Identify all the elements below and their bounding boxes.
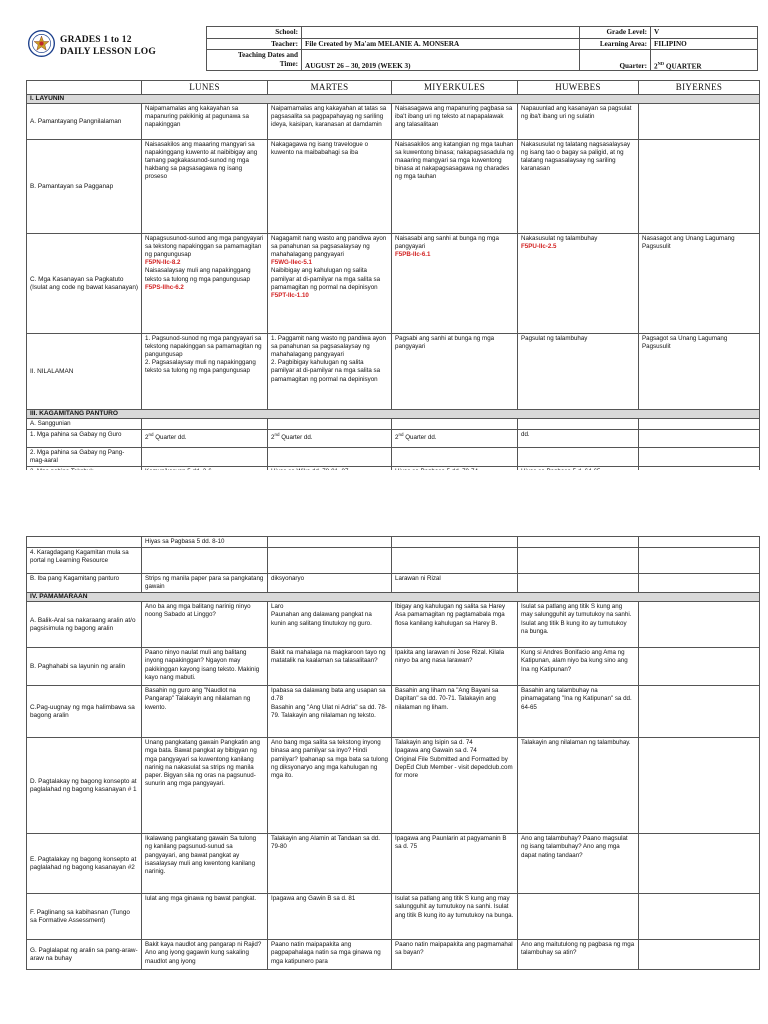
competency-text: Nagagamit nang wasto ang pandiwa ayon sa panahunan sa pagsasalaysay ng mahahalagang pangyayari xyxy=(271,235,387,259)
cell-lunes: Naipamamalas ang kakayahan sa mapanuring pakikinig at pagunawa sa napakinggan xyxy=(142,104,268,140)
cell-biyernes xyxy=(639,548,760,574)
teaching-dates-label-line1: Teaching Dates and xyxy=(237,51,298,59)
table-row xyxy=(27,738,760,834)
row-label-paghahabi: B. Paghahabi sa layunin ng aralin xyxy=(27,648,142,686)
competency-code: F5PT-IIc-1.10 xyxy=(271,291,309,299)
day-header-miyerkules: MIYERKULES xyxy=(392,81,518,95)
cell-martes xyxy=(268,537,392,548)
cell-miyerkules: Pagsabi ang sanhi at bunga ng mga pangyayari xyxy=(392,334,518,410)
table-row xyxy=(27,537,760,548)
cell-lunes: Unang pangkatang gawain Pangkatin ang mga bata. Bawat pangkat ay bibigyan ng mga pangyayari sa kuwentong kanilang narinig na nakasulat sa strips ng manila paper. Bigyan sila ng oras na pagsunud-sunurin ang mga pangyayari. xyxy=(142,738,268,834)
cell-miyerkules: Basahin ang liham na "Ang Bayani sa Dapitan" sa dd. 70-71. Talakayin ang nilalaman ng liham. xyxy=(392,686,518,738)
row-label-pag-uugnay: C.Pag-uugnay ng mga halimbawa sa bagong aralin xyxy=(27,686,142,738)
table-row xyxy=(27,602,760,648)
table-row xyxy=(27,940,760,970)
row-label-paglinang: F. Paglinang sa kabihasnan (Tungo sa Formative Assessment) xyxy=(27,894,142,940)
cell-biyernes xyxy=(639,686,760,738)
table-row xyxy=(27,894,760,940)
cell-huwebes: Ano ang maitutulong ng pagbasa ng mga talambuhay sa atin? xyxy=(518,940,639,970)
document-page-2 xyxy=(0,528,768,1024)
table-row xyxy=(27,686,760,738)
table-row xyxy=(27,234,760,334)
cell-biyernes xyxy=(639,602,760,648)
cell-huwebes: Nakasusulat ng talatang nagsasalaysay ng isang tao o bagay sa paligid, at ng talatang nagsasalaysay ng sariling karanasan xyxy=(518,140,639,234)
competency-code: F5WG-IIec-5.1 xyxy=(271,259,312,267)
cell-huwebes: Ano ang talambuhay? Paano magsulat ng isang talambuhay? Ano ang mga dapat nating tandaan? xyxy=(518,834,639,894)
deped-seal-icon xyxy=(28,30,55,57)
cell-huwebes xyxy=(518,419,639,430)
competency-text: Nakasusulat ng talambuhay xyxy=(521,235,598,243)
table-row xyxy=(27,574,760,593)
cell-miyerkules: Ipagawa ang Paunlarin at pagyamanin B sa d. 75 xyxy=(392,834,518,894)
section-pamamaraan: IV. PAMAMARAAN xyxy=(27,593,760,602)
cell-martes: Nakagagawa ng isang travelogue o kuwento na maibabahagi sa iba xyxy=(268,140,392,234)
cell-miyerkules: Talakayin ang Isipin sa d. 74 Ipagawa ang Gawain sa d. 74 Original File Submitted and Formatted by DepEd Club Member - visit depedclub.com for more xyxy=(392,738,518,834)
cell-lunes: Bakit kaya naudlot ang pangarap ni Rajid? Ano ang iyong gagawin kung sakaling maudlot ang iyong xyxy=(142,940,268,970)
quarter-number: 2 xyxy=(654,62,658,70)
cell-martes: Ano bang mga salita sa tekstong inyong binasa ang pamilyar sa inyo? Hindi pamilyar? Ipahanap sa mga bata sa tulong ng diksyonaryo ang mga kahulugan ng mga ito. xyxy=(268,738,392,834)
cell-lunes: Basahin ng guro ang "Naudlot na Pangarap" Talakayin ang nilalaman ng kwento. xyxy=(142,686,268,738)
competency-code: F5PN-IIc-8.2 xyxy=(145,259,181,267)
section-layunin: I. LAYUNIN xyxy=(27,95,760,104)
corner-cell xyxy=(27,81,142,95)
cell-lunes: Paano ninyo naulat muli ang balitang inyong napakinggan? Ngayon may pakikinggan kayong isang teksto. Makinig kayo nang mabuti. xyxy=(142,648,268,686)
row-label-karagdagang-kagamitan: 4. Karagdagang Kagamitan mula sa portal ng Learning Resource xyxy=(27,548,142,574)
day-header-biyernes: BIYERNES xyxy=(639,81,760,95)
row-label-pamantayang-pangnilalaman: A. Pamantayang Pangnilalaman xyxy=(27,104,142,140)
cell-lunes: Strips ng manila paper para sa pangkatang gawain xyxy=(142,574,268,593)
section-kagamitan: III. KAGAMITANG PANTURO xyxy=(27,410,760,419)
cell-miyerkules xyxy=(392,448,518,467)
cell-martes xyxy=(268,448,392,467)
dll-table-page-1 xyxy=(26,80,760,479)
learning-area-label: Learning Area: xyxy=(580,38,651,50)
competency-text: Naibibigay ang kahulugan ng salita pamilyar at di-pamilyar na mga salita sa pamamagitan ng pormal na depinisyon xyxy=(271,267,381,291)
table-row xyxy=(27,430,760,448)
quarter-suffix: ND xyxy=(657,60,665,66)
table-row xyxy=(27,419,760,430)
quarter-rest: Quarter dd. xyxy=(403,434,437,442)
quarter-value xyxy=(651,50,758,71)
cell-biyernes xyxy=(639,894,760,940)
cell-lunes xyxy=(142,234,268,334)
cell-miyerkules: Naisasakilos ang katangian ng mga tauhan sa kuwentong binasa; nakapagsasadula ng maaaring mangyari sa mga kuwentong binasa at nakapagsasagawa ng charades ng mga tauhan xyxy=(392,140,518,234)
cell-biyernes xyxy=(639,648,760,686)
cell-martes: Ipabasa sa dalawang bata ang usapan sa d.78 Basahin ang "Ang Ulat ni Adria" sa dd. 78-79. Talakayin ang nilalaman ng teksto. xyxy=(268,686,392,738)
teaching-dates-value: AUGUST 26 – 30, 2019 (WEEK 3) xyxy=(302,50,580,71)
table-row xyxy=(27,648,760,686)
section-row-layunin xyxy=(27,95,760,104)
table-row xyxy=(27,448,760,467)
cell-lunes: Hiyas sa Pagbasa 5 dd. 8-10 xyxy=(142,537,268,548)
cell-martes: 1. Paggamit nang wasto ng pandiwa ayon sa panahunan sa pagsasalaysay ng mahahalagang pangyayari 2. Pagbibigay kahulugan ng salita pamilyar at di-pamilyar na mga salita sa pamamagitan ng pormal na depinisyon xyxy=(268,334,392,410)
school-label: School: xyxy=(207,27,302,39)
cell-biyernes xyxy=(639,537,760,548)
teacher-value: File Created by Ma'am MELANIE A. MONSERA xyxy=(302,38,580,50)
document-page-1 xyxy=(0,0,768,470)
page-gap xyxy=(0,470,768,528)
competency-text: Naisasalaysay muli ang napakinggang teksto sa tulong ng mga pangungusap xyxy=(145,267,251,283)
cell-martes: Talakayin ang Alamin at Tandaan sa dd. 79-80 xyxy=(268,834,392,894)
cell-miyerkules xyxy=(392,419,518,430)
section-row-pamamaraan xyxy=(27,593,760,602)
row-label-iba-pang-kagamitan: B. Iba pang Kagamitang panturo xyxy=(27,574,142,593)
cell-biyernes xyxy=(639,234,760,334)
cell-huwebes: Napauunlad ang kasanayan sa pagsulat ng iba't ibang uri ng sulatin xyxy=(518,104,639,140)
competency-code: F5PS-IIhc-6.2 xyxy=(145,283,184,291)
dll-table-page-2 xyxy=(26,536,760,970)
cell-martes: Bakit na mahalaga na magkaroon tayo ng matatalik na kaalaman sa talasalitaan? xyxy=(268,648,392,686)
cell-martes xyxy=(268,419,392,430)
cell-lunes xyxy=(142,419,268,430)
row-label-pagtalakay-2: E. Pagtalakay ng bagong konsepto at paglalahad ng bagong kasanayan #2 xyxy=(27,834,142,894)
competency-text: Naisasabi ang sanhi at bunga ng mga pangyayari xyxy=(395,235,499,251)
cell-lunes: Ano ba ang mga balitang narinig ninyo noong Sabado at Linggo? xyxy=(142,602,268,648)
row-label-gabay-ng-guro: 1. Mga pahina sa Gabay ng Guro xyxy=(27,430,142,448)
cell-lunes xyxy=(142,430,268,448)
cell-lunes xyxy=(142,548,268,574)
cell-miyerkules xyxy=(392,548,518,574)
cell-martes xyxy=(268,548,392,574)
teacher-label: Teacher: xyxy=(207,38,302,50)
cell-miyerkules xyxy=(392,430,518,448)
cell-martes xyxy=(268,234,392,334)
school-value xyxy=(302,27,580,39)
days-header-row xyxy=(27,81,760,95)
day-header-lunes: LUNES xyxy=(142,81,268,95)
quarter-label: Quarter: xyxy=(580,50,651,71)
row-label-paglalapat: G. Paglalapat ng aralin sa pang-araw-araw na buhay xyxy=(27,940,142,970)
cell-lunes: Naisasakilos ang maaaring mangyari sa napakinggang kuwento at naibibigay ang tamang pagkakasunod-sunod ng mga hakbang sa pagsasagawa ng isang proseso xyxy=(142,140,268,234)
quarter-num: 2 xyxy=(145,434,149,442)
competency-code: F5PU-IIc-2.5 xyxy=(521,243,557,251)
quarter-sup: nd xyxy=(148,432,154,438)
cell-biyernes xyxy=(639,834,760,894)
dll-header xyxy=(28,26,758,78)
cell-miyerkules xyxy=(392,537,518,548)
cell-biyernes xyxy=(639,104,760,140)
day-header-huwebes: HUWEBES xyxy=(518,81,639,95)
quarter-num: 2 xyxy=(395,434,399,442)
cell-huwebes xyxy=(518,537,639,548)
cell-miyerkules: Isulat sa patlang ang titik S kung ang may salungguhit ay tumutukoy na sanhi. Isulat ang titik B kung ito ay tumutukoy na bunga. xyxy=(392,894,518,940)
cell-huwebes: dd. xyxy=(518,430,639,448)
cell-huwebes: Basahin ang talambuhay na pinamagatang "Ina ng Katipunan" sa dd. 64-65 xyxy=(518,686,639,738)
cell-miyerkules: Ibigay ang kahulugan ng salita sa Harey Asa pamamagitan ng pagtamabala mga flosa kanilang kahulugan sa Harey B. xyxy=(392,602,518,648)
cell-lunes: Iulat ang mga ginawa ng bawat pangkat. xyxy=(142,894,268,940)
cell-huwebes: Pagsulat ng talambuhay xyxy=(518,334,639,410)
cell-lunes: Ikalawang pangkatang gawain Sa tulong ng kanilang pagsunud-sunud sa pangyayari, ang bawat pangkat ay isasalaysay muli ang kwentong kanilang narinig. xyxy=(142,834,268,894)
quarter-rest: Quarter dd. xyxy=(153,434,187,442)
cell-biyernes xyxy=(639,430,760,448)
cell-huwebes xyxy=(518,448,639,467)
competency-code: F5PB-IIc-6.1 xyxy=(395,251,431,259)
learning-area-value: FILIPINO xyxy=(651,38,758,50)
quarter-sup: nd xyxy=(398,432,404,438)
competency-text: Napagsusunod-sunod ang mga pangyayari sa tekstong napakinggan sa pamamagitan ng pangungusap xyxy=(145,235,264,259)
table-row xyxy=(27,834,760,894)
table-row xyxy=(27,548,760,574)
cell-lunes xyxy=(142,448,268,467)
cell-biyernes xyxy=(639,940,760,970)
row-label-pagtalakay-1: D. Pagtalakay ng bagong konsepto at paglalahad ng bagong kasanayan # 1 xyxy=(27,738,142,834)
brand-line-1: GRADES 1 to 12 xyxy=(60,35,132,45)
cell-miyerkules xyxy=(392,234,518,334)
cell-huwebes xyxy=(518,548,639,574)
row-label-balik-aral: A. Balik-Aral sa nakaraang aralin at/o pagsisimula ng bagong aralin xyxy=(27,602,142,648)
section-row-kagamitan xyxy=(27,410,760,419)
dll-brand-title xyxy=(60,34,156,58)
row-label-mga-kasanayan: C. Mga Kasanayan sa Pagkatuto (Isulat ang code ng bawat kasanayan) xyxy=(27,234,142,334)
quarter-rest: Quarter dd. xyxy=(279,434,313,442)
grade-level-label: Grade Level: xyxy=(580,27,651,39)
cell-biyernes xyxy=(639,448,760,467)
cell-miyerkules: Ipakita ang larawan ni Jose Rizal. Kilala ninyo ba ang nasa larawan? xyxy=(392,648,518,686)
table-row xyxy=(27,334,760,410)
cell-biyernes xyxy=(639,738,760,834)
row-label-empty xyxy=(27,537,142,548)
cell-martes: Naipamamalas ang kakayahan at tatas sa pagsasalita sa pagpapahayag ng sariling ideya, kaisipan, karanasan at damdamin xyxy=(268,104,392,140)
cell-biyernes xyxy=(639,140,760,234)
day-header-martes: MARTES xyxy=(268,81,392,95)
cell-miyerkules: Larawan ni Rizal xyxy=(392,574,518,593)
cell-martes: Ipagawa ang Gawin B sa d. 81 xyxy=(268,894,392,940)
table-row xyxy=(27,104,760,140)
cell-huwebes: Kung si Andres Bonifacio ang Ama ng Katipunan, alam niyo ba kung sino ang Ina ng Katipunan? xyxy=(518,648,639,686)
teaching-dates-label xyxy=(207,50,302,71)
cell-miyerkules: Naisasagawa ang mapanuring pagbasa sa iba't ibang uri ng teksto at napapalawak ang talasalitaan xyxy=(392,104,518,140)
row-label-gabay-pang-mag-aaral: 2. Mga pahina sa Gabay ng Pang-mag-aaral xyxy=(27,448,142,467)
quarter-word: QUARTER xyxy=(664,62,702,70)
quarter-sup: nd xyxy=(274,432,280,438)
quarter-num: 2 xyxy=(271,434,275,442)
competency-text: Nasasagot ang Unang Lagumang Pagsusulit xyxy=(642,235,735,251)
header-info-table xyxy=(206,26,758,71)
row-label-nilalaman: II. NILALAMAN xyxy=(27,334,142,410)
table-row xyxy=(27,140,760,234)
cell-huwebes xyxy=(518,234,639,334)
cell-lunes: 1. Pagsunod-sunod ng mga pangyayari sa tekstong napakinggan sa pamamagitan ng pangungusap 2. Pagsasalaysay muli ng napakinggang teksto sa tulong ng mga pangungusap xyxy=(142,334,268,410)
row-label-pamantayan-sa-pagganap: B. Pamantayan sa Pagganap xyxy=(27,140,142,234)
cell-biyernes xyxy=(639,419,760,430)
cell-huwebes: Isulat sa patlang ang titik S kung ang may salungguhit ay tumutukoy na sanhi. Isulat ang titik B kung ito ay tumutukoy na bunga. xyxy=(518,602,639,648)
cell-martes: diksyonaryo xyxy=(268,574,392,593)
row-label-sanggunian: A. Sanggunian xyxy=(27,419,142,430)
cell-martes: Paano natin maipapakita ang pagpapahalaga natin sa mga ginawa ng mga katipunero para xyxy=(268,940,392,970)
cell-miyerkules: Paano natin maipapakita ang pagmamahal sa bayan? xyxy=(392,940,518,970)
grade-level-value: V xyxy=(651,27,758,39)
teaching-dates-label-line2: Time: xyxy=(279,60,298,68)
cell-huwebes xyxy=(518,574,639,593)
cell-huwebes xyxy=(518,894,639,940)
brand-line-2: DAILY LESSON LOG xyxy=(60,47,156,57)
cell-huwebes: Talakayin ang nilalaman ng talambuhay. xyxy=(518,738,639,834)
cell-martes xyxy=(268,430,392,448)
cell-biyernes: Pagsagot sa Unang Lagumang Pagsusulit xyxy=(639,334,760,410)
cell-biyernes xyxy=(639,574,760,593)
cell-martes: Laro Paunahan ang dalawang pangkat na kunin ang salitang tinutukoy ng guro. xyxy=(268,602,392,648)
